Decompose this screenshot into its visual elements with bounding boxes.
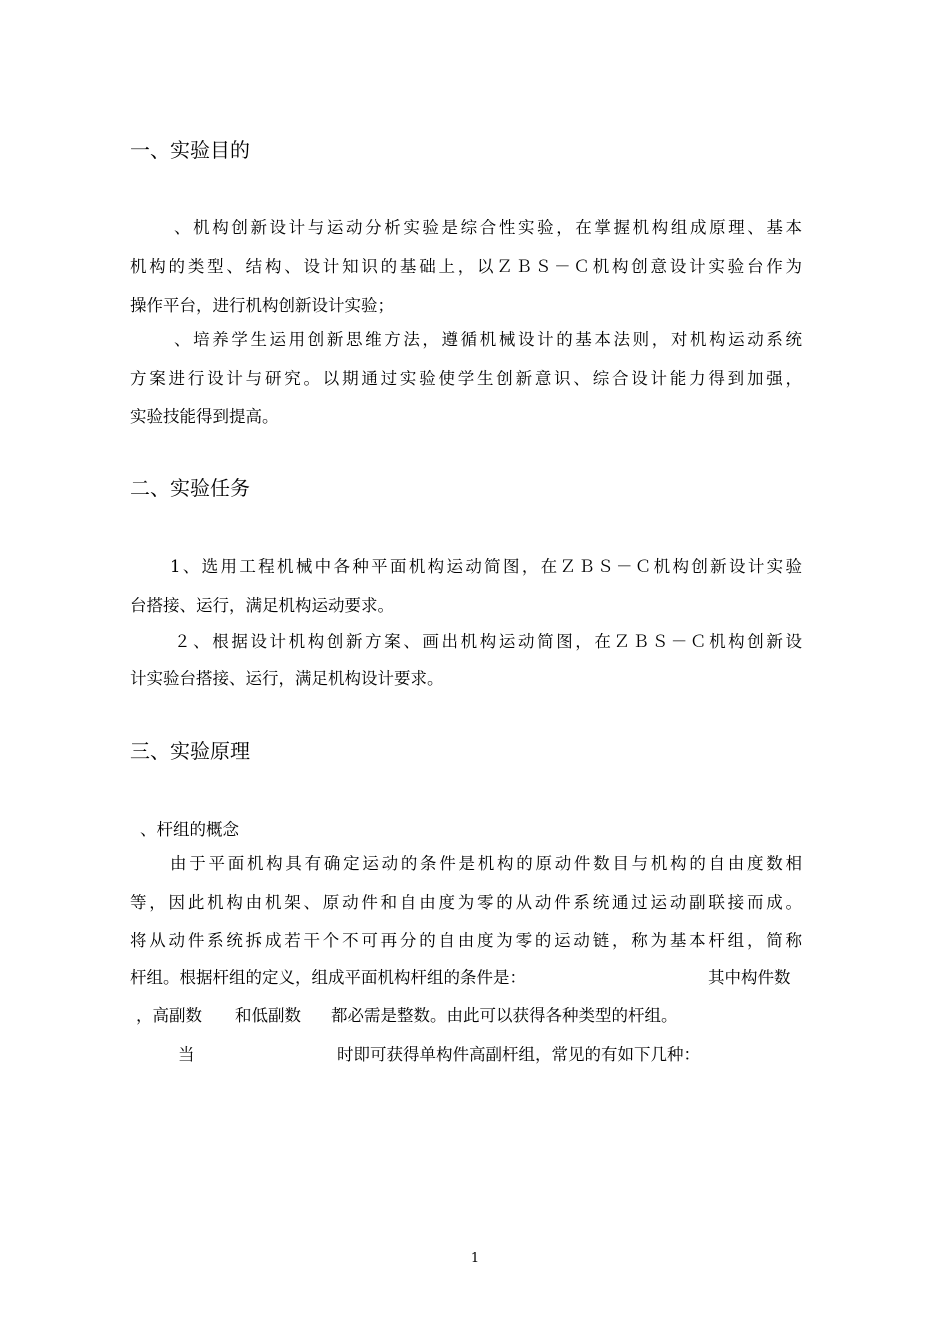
- section-2-title: 二、实验任务: [130, 476, 250, 500]
- paragraph-line: ２、根据设计机构创新方案、画出机构运动简图，在ＺＢＳ－Ｃ机构创新设: [174, 632, 802, 651]
- paragraph-line: 将从动件系统拆成若干个不可再分的自由度为零的运动链，称为基本杆组，简称: [130, 931, 802, 950]
- paragraph-fragment: 杆组。根据杆组的定义，组成平面机构杆组的条件是：: [130, 968, 526, 987]
- paragraph-fragment: 和低副数: [235, 1006, 301, 1025]
- page-number: 1: [470, 1251, 480, 1266]
- section-1-title: 一、实验目的: [130, 138, 250, 162]
- subsection-title: 、杆组的概念: [140, 820, 239, 839]
- paragraph-line: 由于平面机构具有确定运动的条件是机构的原动件数目与机构的自由度数相: [170, 854, 802, 873]
- paragraph-line: 实验技能得到提高。: [130, 407, 279, 426]
- section-3-title: 三、实验原理: [130, 739, 250, 763]
- paragraph-line: 等，因此机构由机架、原动件和自由度为零的从动件系统通过运动副联接而成。: [130, 893, 802, 912]
- paragraph-line: 方案进行设计与研究。以期通过实验使学生创新意识、综合设计能力得到加强，: [130, 369, 802, 388]
- paragraph-line: 计实验台搭接、运行，满足机构设计要求。: [130, 669, 444, 688]
- paragraph-line: 操作平台，进行机构创新设计实验；: [130, 296, 394, 315]
- paragraph-line: 台搭接、运行，满足机构运动要求。: [130, 596, 394, 615]
- paragraph-fragment: 都必需是整数。由此可以获得各种类型的杆组。: [331, 1006, 678, 1025]
- paragraph-line: 、机构创新设计与运动分析实验是综合性实验，在掌握机构组成原理、基本: [174, 218, 802, 237]
- paragraph-fragment: 其中构件数: [708, 968, 791, 987]
- paragraph-fragment: ，高副数: [136, 1006, 202, 1025]
- paragraph-fragment: 当: [178, 1045, 195, 1064]
- paragraph-fragment: 时即可获得单构件高副杆组，常见的有如下几种：: [337, 1045, 700, 1064]
- paragraph-line: 、培养学生运用创新思维方法，遵循机械设计的基本法则，对机构运动系统: [174, 330, 802, 349]
- paragraph-line: 1、选用工程机械中各种平面机构运动简图，在ＺＢＳ－Ｃ机构创新设计实验: [170, 557, 802, 576]
- paragraph-line: 机构的类型、结构、设计知识的基础上，以ＺＢＳ－Ｃ机构创意设计实验台作为: [130, 257, 802, 276]
